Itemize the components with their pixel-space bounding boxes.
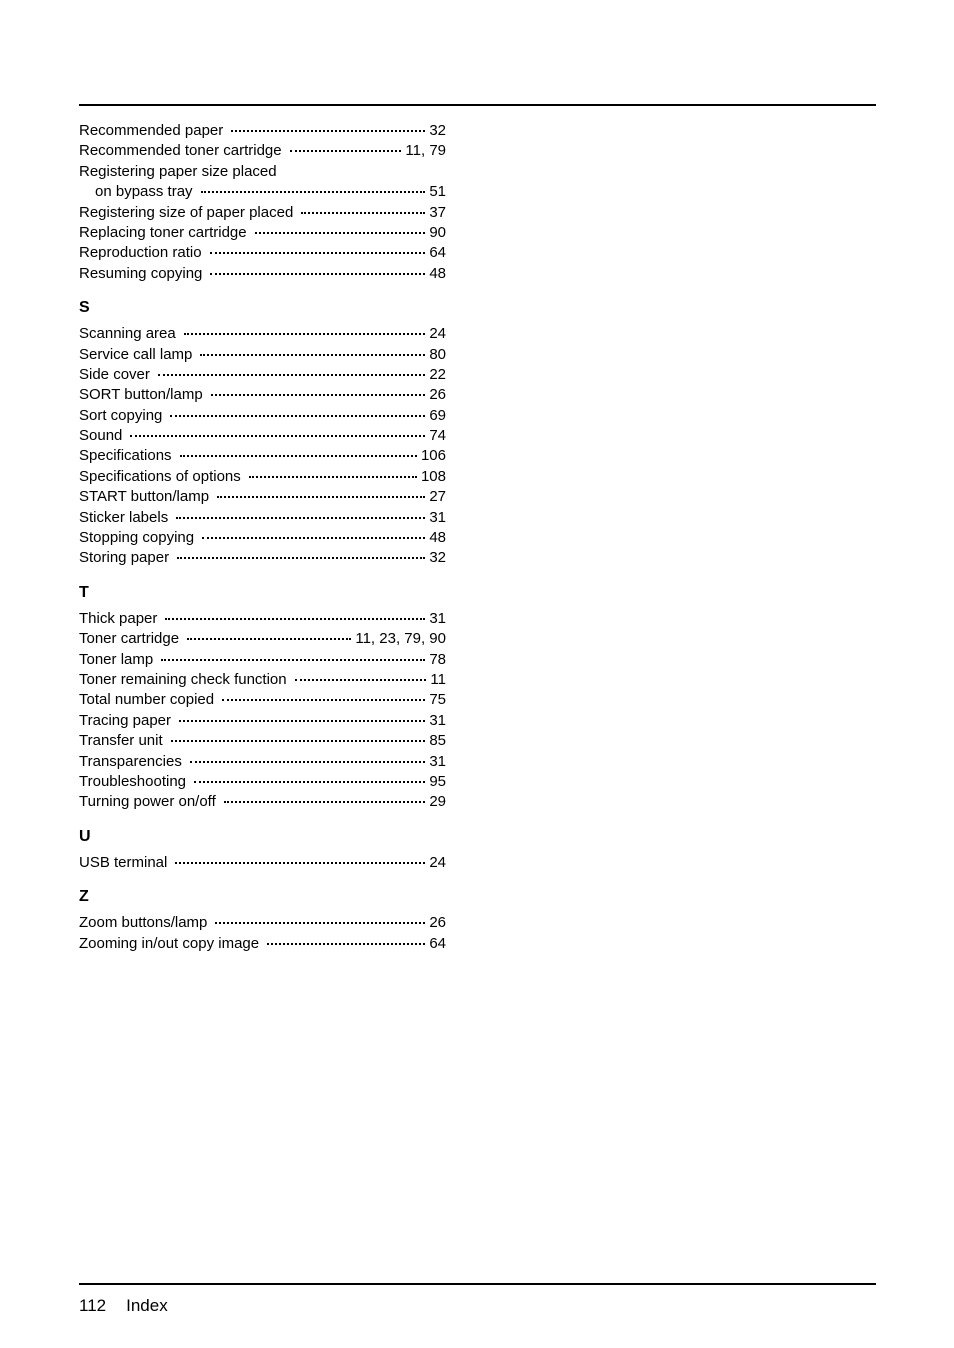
index-term: on bypass tray — [95, 183, 193, 201]
index-page-refs: 80 — [429, 345, 446, 363]
index-group — [79, 827, 446, 873]
index-page-refs: 106 — [420, 447, 446, 465]
index-letter-heading: Z — [79, 888, 89, 906]
index-page-refs: 90 — [429, 223, 446, 241]
index-page-refs: 51 — [429, 183, 446, 201]
index-term: Service call lamp — [79, 345, 193, 363]
dot-leader — [184, 333, 426, 335]
dot-leader — [187, 638, 351, 640]
dot-leader — [267, 943, 425, 945]
dot-leader — [290, 150, 402, 152]
index-letter-heading: U — [79, 827, 91, 845]
dot-leader — [170, 415, 425, 417]
index-page-refs: 31 — [429, 609, 446, 627]
index-page-refs: 85 — [429, 732, 446, 750]
index-term: Zoom buttons/lamp — [79, 914, 208, 932]
index-term: Toner remaining check function — [79, 670, 287, 688]
index-entry — [79, 345, 446, 365]
index-page-refs: 22 — [429, 365, 446, 383]
index-entry — [79, 792, 446, 812]
index-term: Recommended toner cartridge — [79, 142, 282, 160]
index-term: Resuming copying — [79, 264, 203, 282]
index-page-refs: 37 — [429, 203, 446, 221]
index-entry — [79, 406, 446, 426]
index-page-refs: 78 — [429, 650, 446, 668]
index-entry — [79, 162, 446, 182]
index-term: SORT button/lamp — [79, 386, 203, 404]
index-term: Transparencies — [79, 752, 182, 770]
index-group — [79, 583, 446, 813]
index-entry — [79, 548, 446, 568]
index-term: Registering paper size placed — [79, 162, 277, 180]
dot-leader — [179, 720, 425, 722]
index-entry — [79, 141, 446, 161]
dot-leader — [224, 801, 426, 803]
index-term: Storing paper — [79, 549, 170, 567]
index-term: Zooming in/out copy image — [79, 934, 260, 952]
index-entry — [79, 203, 446, 223]
index-group — [79, 887, 446, 954]
dot-leader — [249, 476, 417, 478]
dot-leader — [215, 922, 425, 924]
dot-leader — [200, 354, 425, 356]
index-group — [79, 298, 446, 569]
index-entry — [79, 223, 446, 243]
dot-leader — [177, 557, 425, 559]
index-page-refs: 27 — [429, 488, 446, 506]
index-page-refs: 24 — [429, 853, 446, 871]
dot-leader — [231, 130, 425, 132]
index-term: Scanning area — [79, 325, 176, 343]
dot-leader — [176, 517, 425, 519]
index-term: Tracing paper — [79, 711, 171, 729]
index-page-refs: 31 — [429, 711, 446, 729]
index-entry — [79, 264, 446, 284]
index-page-refs: 75 — [429, 691, 446, 709]
index-term: Toner lamp — [79, 650, 154, 668]
index-entry — [79, 711, 446, 731]
index-entry — [79, 487, 446, 507]
index-page-refs: 11 — [430, 670, 446, 688]
index-page-refs: 11, 79 — [405, 142, 446, 160]
index-entry — [79, 609, 446, 629]
index-page-refs: 64 — [429, 934, 446, 952]
index-term: Registering size of paper placed — [79, 203, 294, 221]
dot-leader — [210, 252, 426, 254]
index-entry — [79, 182, 446, 202]
index-page-refs: 74 — [429, 427, 446, 445]
dot-leader — [175, 862, 425, 864]
index-page-refs: 11, 23, 79, 90 — [355, 630, 446, 648]
index-entry — [79, 934, 446, 954]
dot-leader — [255, 232, 426, 234]
index-entry — [79, 121, 446, 141]
index-entry — [79, 752, 446, 772]
index-entry — [79, 731, 446, 751]
index-entry — [79, 426, 446, 446]
index-term: Troubleshooting — [79, 772, 187, 790]
dot-leader — [194, 781, 425, 783]
index-page-refs: 32 — [429, 122, 446, 139]
footer-rule — [79, 1283, 876, 1285]
index-page-refs: 95 — [429, 772, 446, 790]
index-page-refs: 26 — [429, 386, 446, 404]
dot-leader — [222, 699, 425, 701]
header-rule — [79, 104, 876, 106]
dot-leader — [190, 761, 425, 763]
index-term: Thick paper — [79, 609, 158, 627]
index-entry — [79, 853, 446, 873]
dot-leader — [158, 374, 425, 376]
index-column — [79, 121, 446, 954]
index-entry — [79, 446, 446, 466]
dot-leader — [180, 455, 417, 457]
dot-leader — [161, 659, 425, 661]
index-term: Total number copied — [79, 691, 215, 709]
dot-leader — [301, 212, 425, 214]
index-page-refs: 32 — [429, 549, 446, 567]
index-term: Side cover — [79, 365, 150, 383]
index-entry — [79, 243, 446, 263]
index-term: Specifications — [79, 447, 172, 465]
index-term: Specifications of options — [79, 467, 241, 485]
index-term: Sort copying — [79, 406, 163, 424]
index-entry — [79, 670, 446, 690]
index-entry — [79, 772, 446, 792]
section-title: Index — [126, 1296, 168, 1315]
dot-leader — [171, 740, 426, 742]
index-page-refs: 24 — [429, 325, 446, 343]
page-number: 112 — [79, 1296, 107, 1315]
index-term: Toner cartridge — [79, 630, 180, 648]
index-letter-heading: T — [79, 583, 89, 601]
dot-leader — [210, 273, 425, 275]
index-entry — [79, 629, 446, 649]
index-term: Recommended paper — [79, 122, 224, 139]
index-page-refs: 69 — [429, 406, 446, 424]
index-page-refs: 31 — [429, 752, 446, 770]
index-page-refs: 31 — [429, 508, 446, 526]
index-term: USB terminal — [79, 853, 168, 871]
index-entry — [79, 528, 446, 548]
dot-leader — [295, 679, 427, 681]
index-term: Replacing toner cartridge — [79, 223, 247, 241]
index-page-refs: 64 — [429, 244, 446, 262]
dot-leader — [130, 435, 425, 437]
dot-leader — [201, 191, 426, 193]
dot-leader — [217, 496, 425, 498]
index-term: Sticker labels — [79, 508, 169, 526]
index-entry — [79, 690, 446, 710]
index-group — [79, 121, 446, 284]
index-entry — [79, 913, 446, 933]
index-entry — [79, 324, 446, 344]
index-term: Turning power on/off — [79, 793, 216, 811]
index-page-refs: 48 — [429, 264, 446, 282]
index-term: Transfer unit — [79, 732, 163, 750]
index-page-refs: 48 — [429, 529, 446, 547]
index-page-refs: 29 — [429, 793, 446, 811]
index-entry — [79, 467, 446, 487]
index-page-refs: 108 — [420, 467, 446, 485]
index-term: Sound — [79, 427, 123, 445]
index-letter-heading: S — [79, 299, 90, 317]
index-term: Stopping copying — [79, 529, 195, 547]
index-entry — [79, 650, 446, 670]
index-entry — [79, 385, 446, 405]
index-term: START button/lamp — [79, 488, 210, 506]
index-page-refs: 26 — [429, 914, 446, 932]
dot-leader — [202, 537, 425, 539]
dot-leader — [211, 394, 426, 396]
index-entry — [79, 365, 446, 385]
index-entry — [79, 508, 446, 528]
dot-leader — [165, 618, 425, 620]
index-term: Reproduction ratio — [79, 244, 202, 262]
page-footer — [79, 1295, 168, 1317]
